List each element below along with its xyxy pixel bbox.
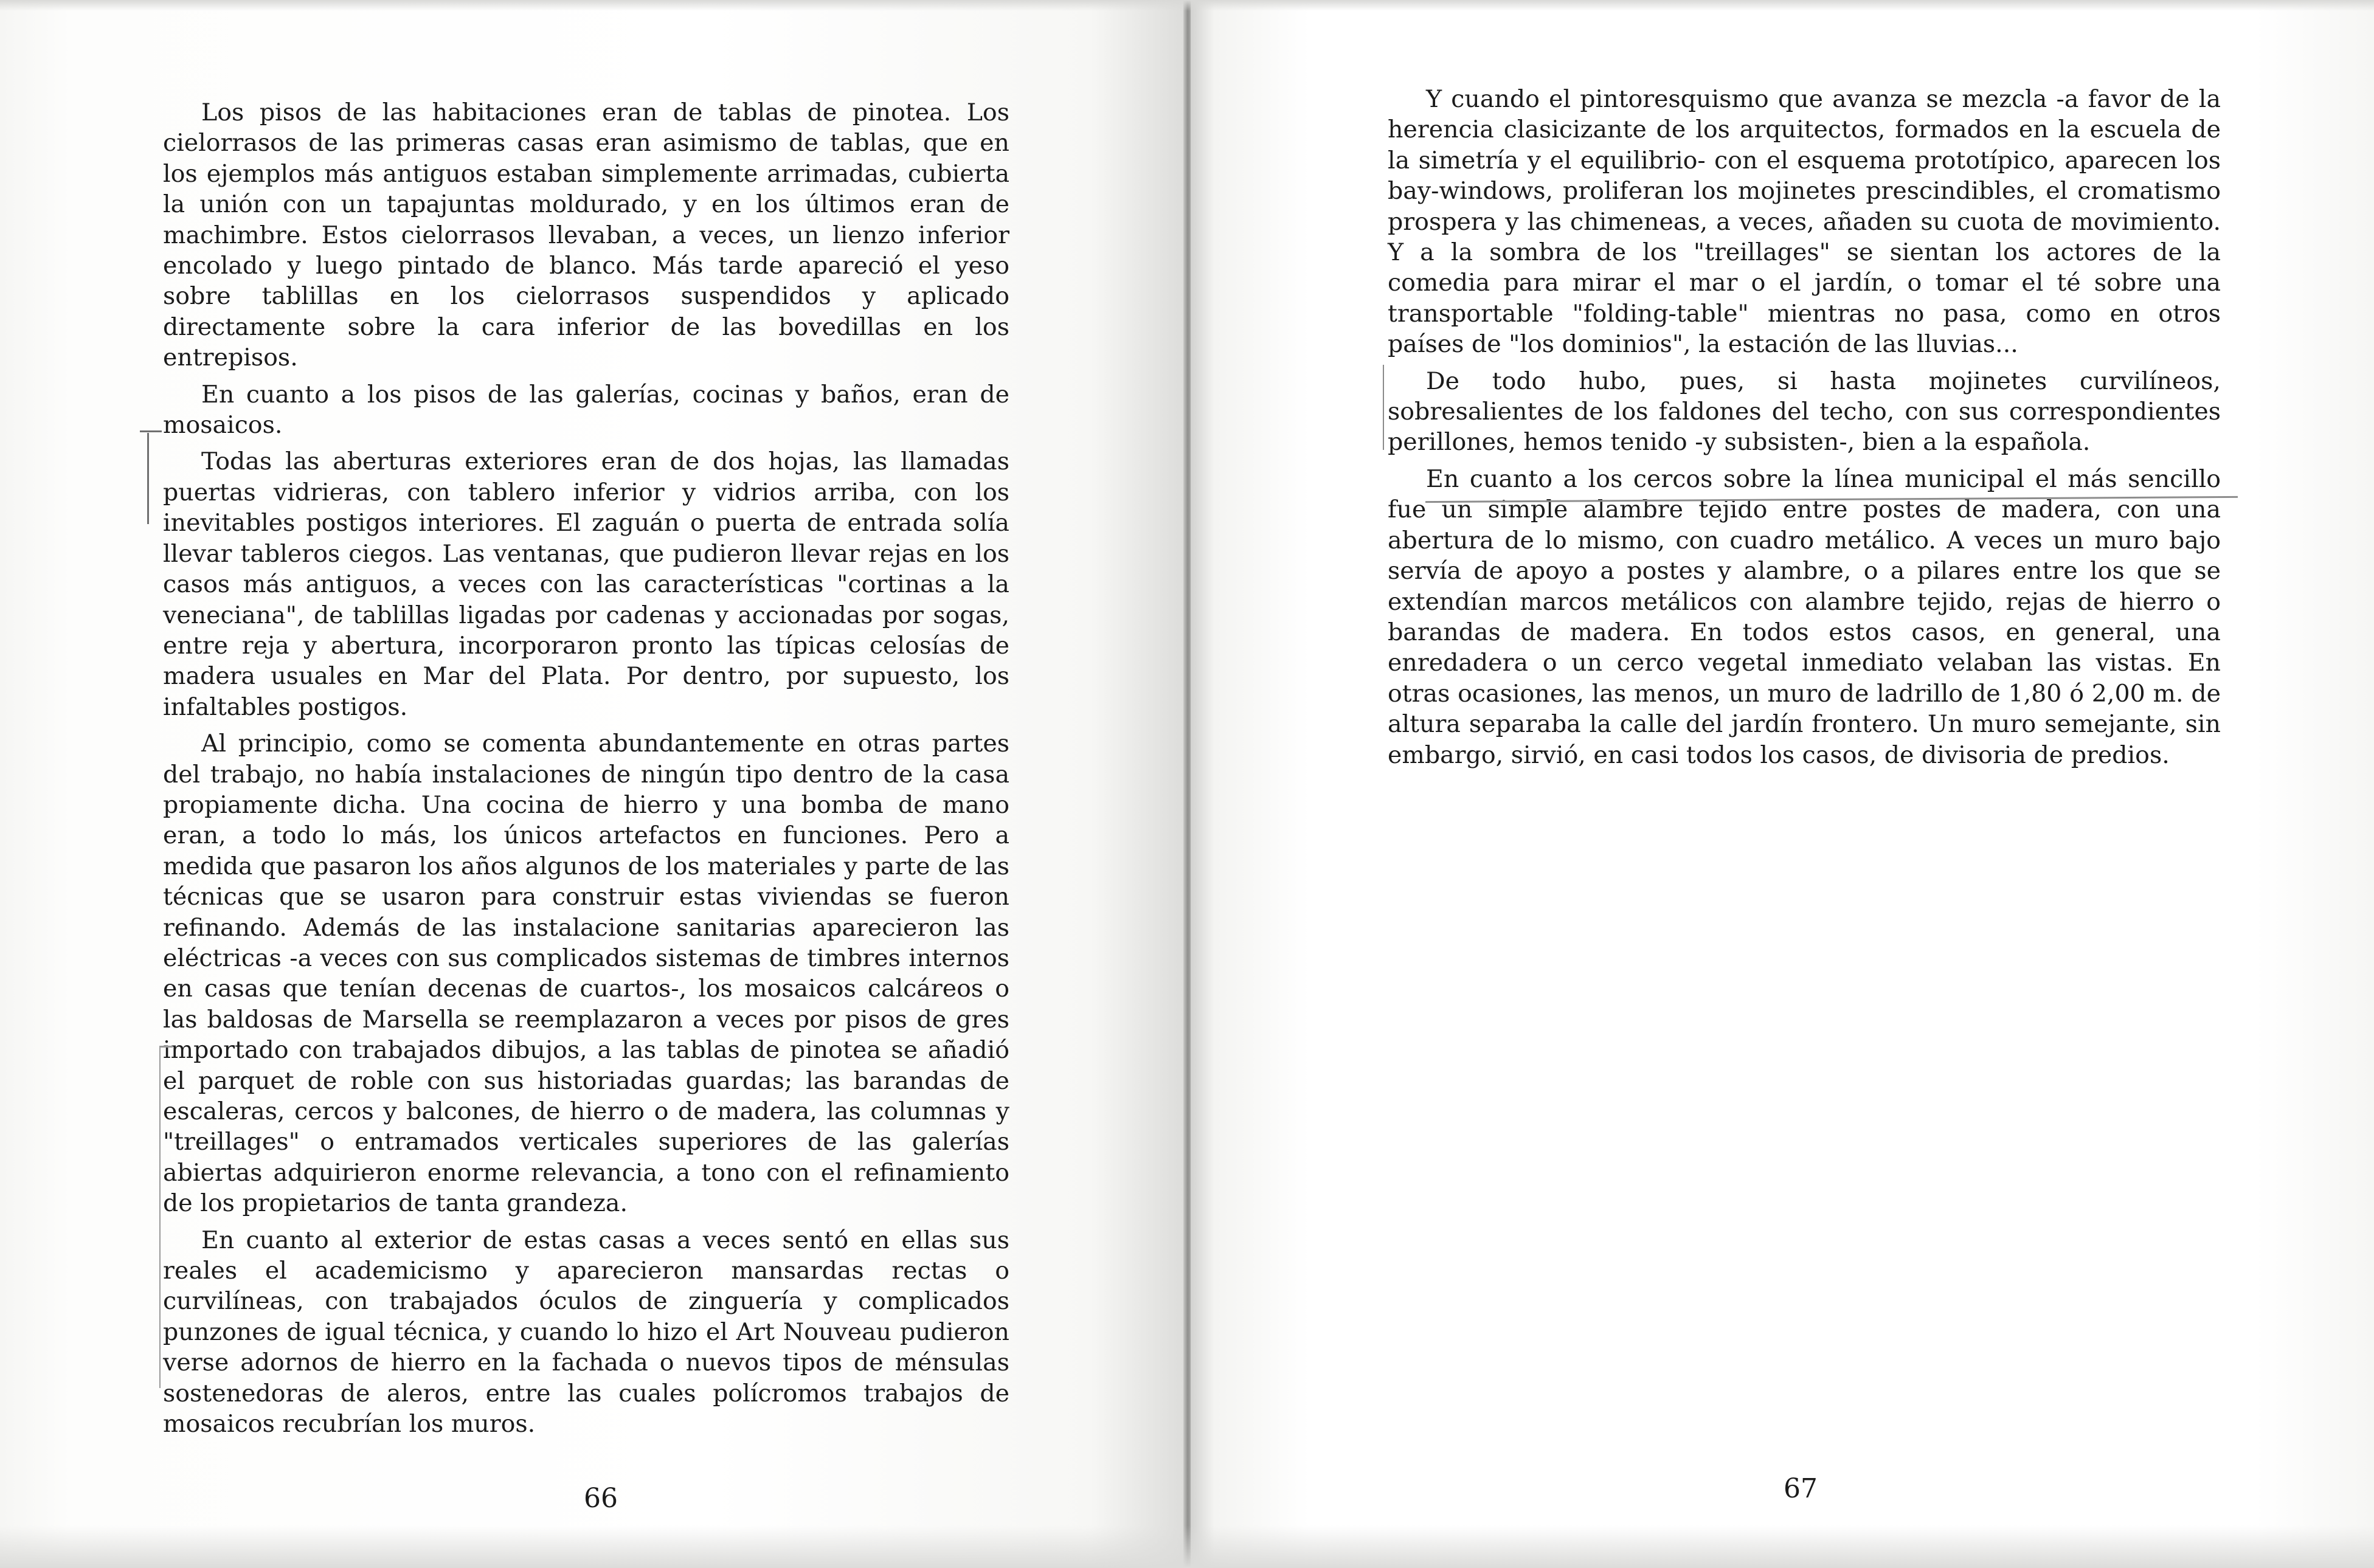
paragraph: Al principio, como se comenta abundantemente en otras partes del trabajo, no había instalaciones de ningún tipo dentro de la casa propiamente dicha. Una cocina de hierro y una bomba de mano eran, a todo lo más, los únicos artefactos en funciones. Pero a medida que pasaron los años algunos de los materiales y parte de las técnicas que se usaron para construir estas viviendas se fueron refinando. Además de las instalacione sanitarias aparecieron las eléctricas -a veces con sus complicados sistemas de timbres internos en casas que tenían decenas de cuartos-, los mosaicos calcáreos o las baldosas de Marsella se reemplazaron a veces por pisos de gres importado con trabajados dibujos, a las tablas de pinotea se añadió el parquet de roble con sus historiadas guardas; las barandas de escaleras, cercos y balcones, de hierro o de madera, las columnas y "treillages" o entramados verticales superiores de las galerías abiertas adquirieron enorme relevancia, a tono con el refinamiento de los propietarios de tanta grandeza. <box>163 730 1009 1218</box>
paragraph: En cuanto a los cercos sobre la línea municipal el más sencillo fue un simple alambre tejido entre postes de madera, con una abertura de lo mismo, con cuadro metálico. A veces un muro bajo servía de apoyo a postes y alambre, o a pilares entre los que se extendían marcos metálicos con alambre tejido, rejas de hierro o barandas de madera. En todos estos casos, en general, una enredadera o un cerco vegetal inmediato velaban las vistas. En otras ocasiones, las menos, un muro de ladrillo de 1,80 ó 2,00 m. de altura separaba la calle del jardín frontero. Un muro semejante, sin embargo, sirvió, en casi todos los casos, de divisoria de predios. <box>1388 465 2221 769</box>
pencil-margin-mark <box>140 430 162 432</box>
paragraph: En cuanto al exterior de estas casas a veces sentó en ellas sus reales el academicismo y aparecieron mansardas rectas o curvilíneas, con trabajados óculos de zinguería y complicados punzones de igual técnica, y cuando lo hizo el Art Nouveau pudieron verse adornos de hierro en la fachada o nuevos tipos de ménsulas sostenedoras de aleros, entre las cuales polícromos trabajos de mosaicos recubrían los muros. <box>163 1226 1009 1438</box>
paragraph: En cuanto a los pisos de las galerías, cocinas y baños, eran de mosaicos. <box>163 380 1009 440</box>
page-number: 67 <box>1784 1473 1818 1504</box>
paragraph: Y cuando el pintoresquismo que avanza se mezcla -a favor de la herencia clasicizante de los arquitectos, formados en la escuela de la simetría y el equilibrio- con el esquema prototípico, aparecen los bay-windows, proliferan los mojinetes prescindibles, el cromatismo prospera y las chimeneas, a veces, añaden su cuota de movimiento. Y a la sombra de los "treillages" se sientan los actores de la comedia para mirar el mar o el jardín, o tomar el té sobre una transportable "folding-table" mientras no pasa, como en otros países de "los dominios", la estación de las lluvias... <box>1388 85 2221 359</box>
pencil-margin-mark <box>147 433 157 524</box>
left-page-text <box>163 97 1009 1445</box>
scan-edge-shadow <box>0 1525 2374 1568</box>
paragraph: De todo hubo, pues, si hasta mojinetes curvilíneos, sobresalientes de los faldones del techo, con sus correspondientes perillones, hemos tenido -y subsisten-, bien a la española. <box>1388 367 2221 457</box>
paragraph: Los pisos de las habitaciones eran de tablas de pinotea. Los cielorrasos de las primeras casas eran asimismo de tablas, que en los ejemplos más antiguos estaban simplemente arrimadas, cubierta la unión con un tapajuntas moldurado, y en los últimos eran de machimbre. Estos cielorrasos llevaban, a veces, un lienzo inferior encolado y luego pintado de blanco. Más tarde apareció el yeso sobre tablillas en los cielorrasos suspendidos y aplicado directamente sobre la cara inferior de las bovedillas en los entrepisos. <box>163 98 1009 372</box>
page-number: 66 <box>584 1483 618 1514</box>
pencil-margin-mark <box>1383 365 1388 450</box>
left-page <box>0 0 1186 1568</box>
pencil-margin-bracket <box>159 1046 173 1388</box>
scan-edge-shadow <box>0 0 2374 11</box>
paragraph: Todas las aberturas exteriores eran de dos hojas, las llamadas puertas vidrieras, con tablero inferior y vidrios arriba, con los inevitables postigos interiores. El zaguán o puerta de entrada solía llevar tableros ciegos. Las ventanas, que pudieron llevar rejas en los casos más antiguos, a veces con las características "cortinas a la veneciana", de tablillas ligadas por cadenas y accionadas por sogas, entre reja y abertura, incorporaron pronto las típicas celosías de madera usuales en Mar del Plata. Por dentro, por supuesto, los infaltables postigos. <box>163 447 1009 721</box>
right-page-text <box>1388 84 2221 776</box>
